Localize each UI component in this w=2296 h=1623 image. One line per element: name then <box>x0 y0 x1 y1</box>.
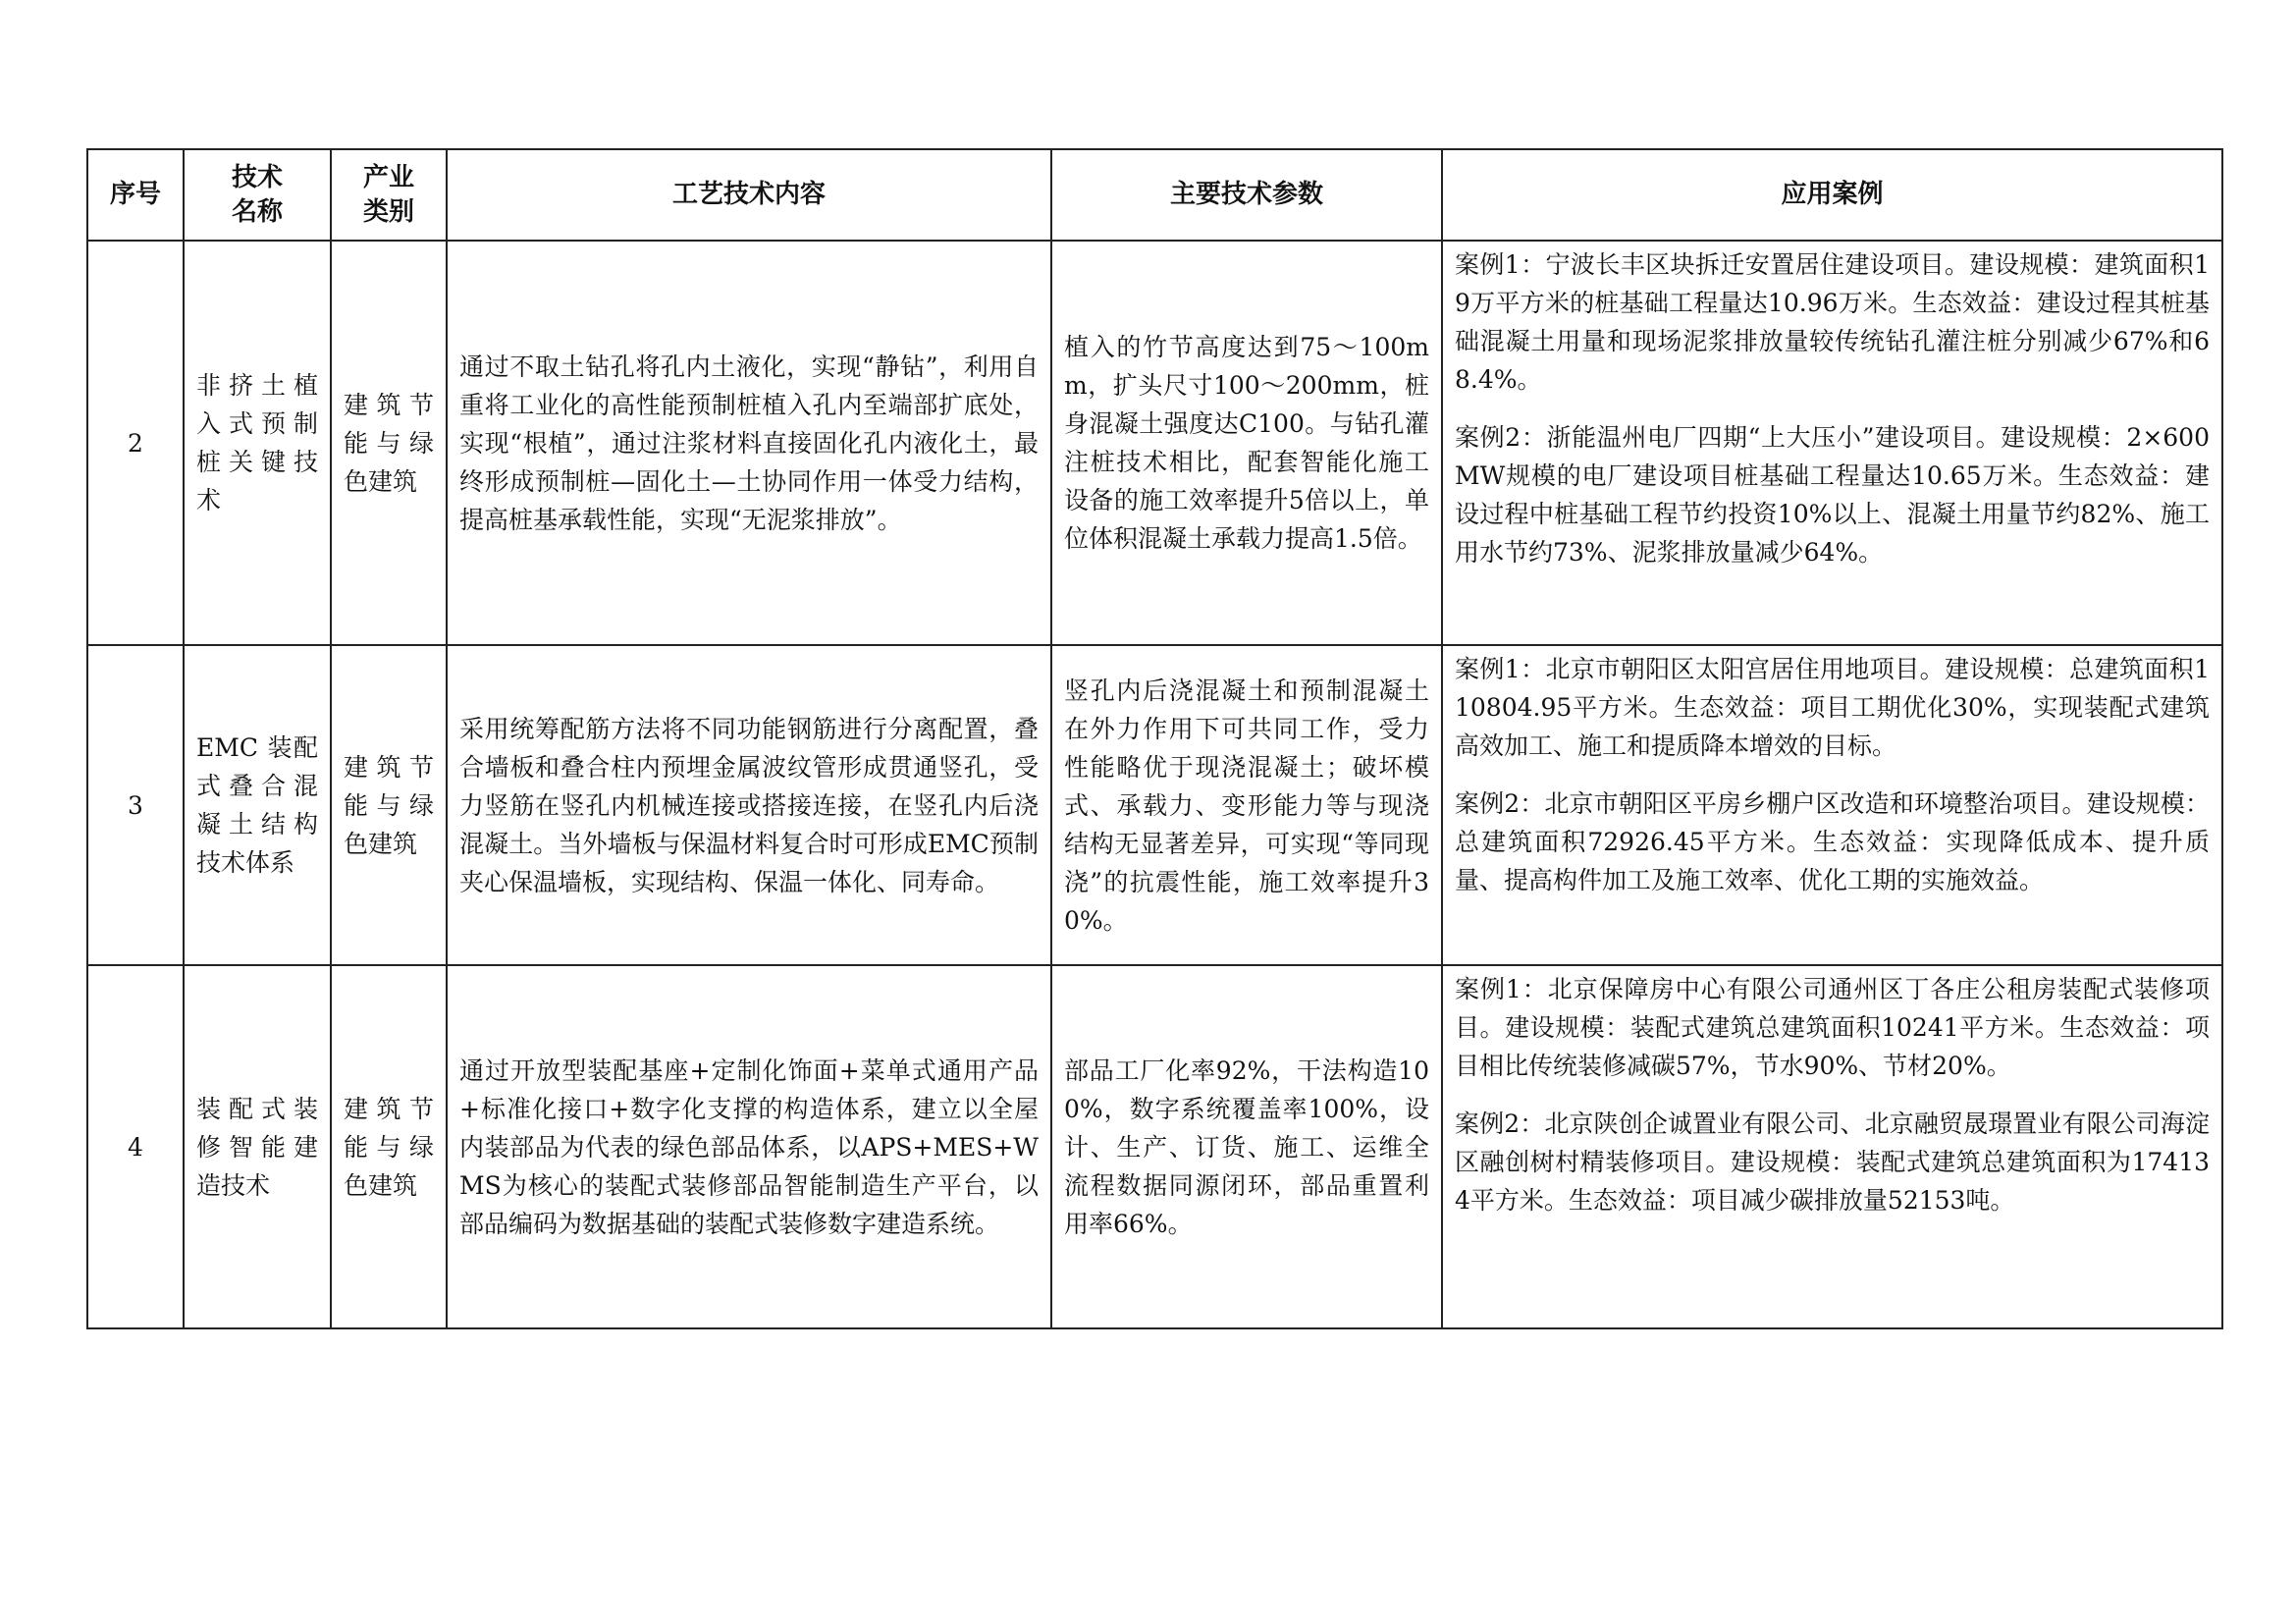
case-item: 案例1：宁波长丰区块拆迁安置居住建设项目。建设规模：建筑面积19万平方米的桩基础工程量达10.96万米。生态效益：建设过程其桩基础混凝土用量和现场泥浆排放量较传统钻孔灌注桩分别减少67%和68.4%。 <box>1455 250 2210 394</box>
process-content: 通过不取土钻孔将孔内土液化，实现“静钻”，利用自重将工业化的高性能预制桩植入孔内至端部扩底处，实现“根植”，通过注浆材料直接固化孔内液化土，最终形成预制桩—固化土—土协同作用一体受力结构，提高桩基承载性能，实现“无泥浆排放”。 <box>447 241 1051 645</box>
technology-table <box>86 148 2223 1329</box>
application-cases <box>1442 241 2222 645</box>
application-cases <box>1442 965 2222 1328</box>
header-cases: 应用案例 <box>1442 149 2222 241</box>
industry-category: 建筑节能与绿色建筑 <box>331 965 447 1328</box>
table-row <box>87 241 2222 645</box>
case-item: 案例2：北京陕创企诚置业有限公司、北京融贸晟璟置业有限公司海淀区融创树村精装修项目。建设规模：装配式建筑总建筑面积为174134平方米。生态效益：项目减少碳排放量52153吨。 <box>1455 1109 2210 1215</box>
row-number: 2 <box>87 241 184 645</box>
header-no: 序号 <box>87 149 184 241</box>
industry-category: 建筑节能与绿色建筑 <box>331 645 447 965</box>
process-content: 采用统筹配筋方法将不同功能钢筋进行分离配置，叠合墙板和叠合柱内预埋金属波纹管形成贯通竖孔，受力竖筋在竖孔内机械连接或搭接连接，在竖孔内后浇混凝土。当外墙板与保温材料复合时可形成EMC预制夹心保温墙板，实现结构、保温一体化、同寿命。 <box>447 645 1051 965</box>
technical-params: 竖孔内后浇混凝土和预制混凝土在外力作用下可共同工作，受力性能略优于现浇混凝土；破坏模式、承载力、变形能力等与现浇结构无显著差异，可实现“等同现浇”的抗震性能，施工效率提升30%。 <box>1051 645 1442 965</box>
technical-params: 植入的竹节高度达到75～100mm，扩头尺寸100～200mm，桩身混凝土强度达C100。与钻孔灌注桩技术相比，配套智能化施工设备的施工效率提升5倍以上，单位体积混凝土承载力提高1.5倍。 <box>1051 241 1442 645</box>
header-tech-name: 技术 名称 <box>184 149 331 241</box>
header-row <box>87 149 2222 241</box>
case-item: 案例1：北京保障房中心有限公司通州区丁各庄公租房装配式装修项目。建设规模：装配式建筑总建筑面积10241平方米。生态效益：项目相比传统装修减碳57%，节水90%、节材20%。 <box>1455 975 2210 1080</box>
tech-name: 非挤土植入式预制桩关键技术 <box>184 241 331 645</box>
header-params: 主要技术参数 <box>1051 149 1442 241</box>
case-item: 案例2：北京市朝阳区平房乡棚户区改造和环境整治项目。建设规模：总建筑面积72926.45平方米。生态效益：实现降低成本、提升质量、提高构件加工及施工效率、优化工期的实施效益。 <box>1455 789 2210 894</box>
process-content: 通过开放型装配基座+定制化饰面+菜单式通用产品+标准化接口+数字化支撑的构造体系，建立以全屋内装部品为代表的绿色部品体系，以APS+MES+WMS为核心的装配式装修部品智能制造生产平台，以部品编码为数据基础的装配式装修数字建造系统。 <box>447 965 1051 1328</box>
tech-name: EMC 装配式叠合混凝土结构技术体系 <box>184 645 331 965</box>
technical-params: 部品工厂化率92%，干法构造100%，数字系统覆盖率100%，设计、生产、订货、施工、运维全流程数据同源闭环，部品重置利用率66%。 <box>1051 965 1442 1328</box>
case-item: 案例2：浙能温州电厂四期“上大压小”建设项目。建设规模：2×600MW规模的电厂建设项目桩基础工程量达10.65万米。生态效益：建设过程中桩基础工程节约投资10%以上、混凝土用量节约82%、施工用水节约73%、泥浆排放量减少64%。 <box>1455 423 2210 567</box>
industry-category: 建筑节能与绿色建筑 <box>331 241 447 645</box>
header-process: 工艺技术内容 <box>447 149 1051 241</box>
table-row <box>87 645 2222 965</box>
header-category: 产业 类别 <box>331 149 447 241</box>
application-cases <box>1442 645 2222 965</box>
row-number: 4 <box>87 965 184 1328</box>
case-item: 案例1：北京市朝阳区太阳宫居住用地项目。建设规模：总建筑面积110804.95平方米。生态效益：项目工期优化30%，实现装配式建筑高效加工、施工和提质降本增效的目标。 <box>1455 655 2210 760</box>
row-number: 3 <box>87 645 184 965</box>
table-row <box>87 965 2222 1328</box>
tech-name: 装配式装修智能建造技术 <box>184 965 331 1328</box>
